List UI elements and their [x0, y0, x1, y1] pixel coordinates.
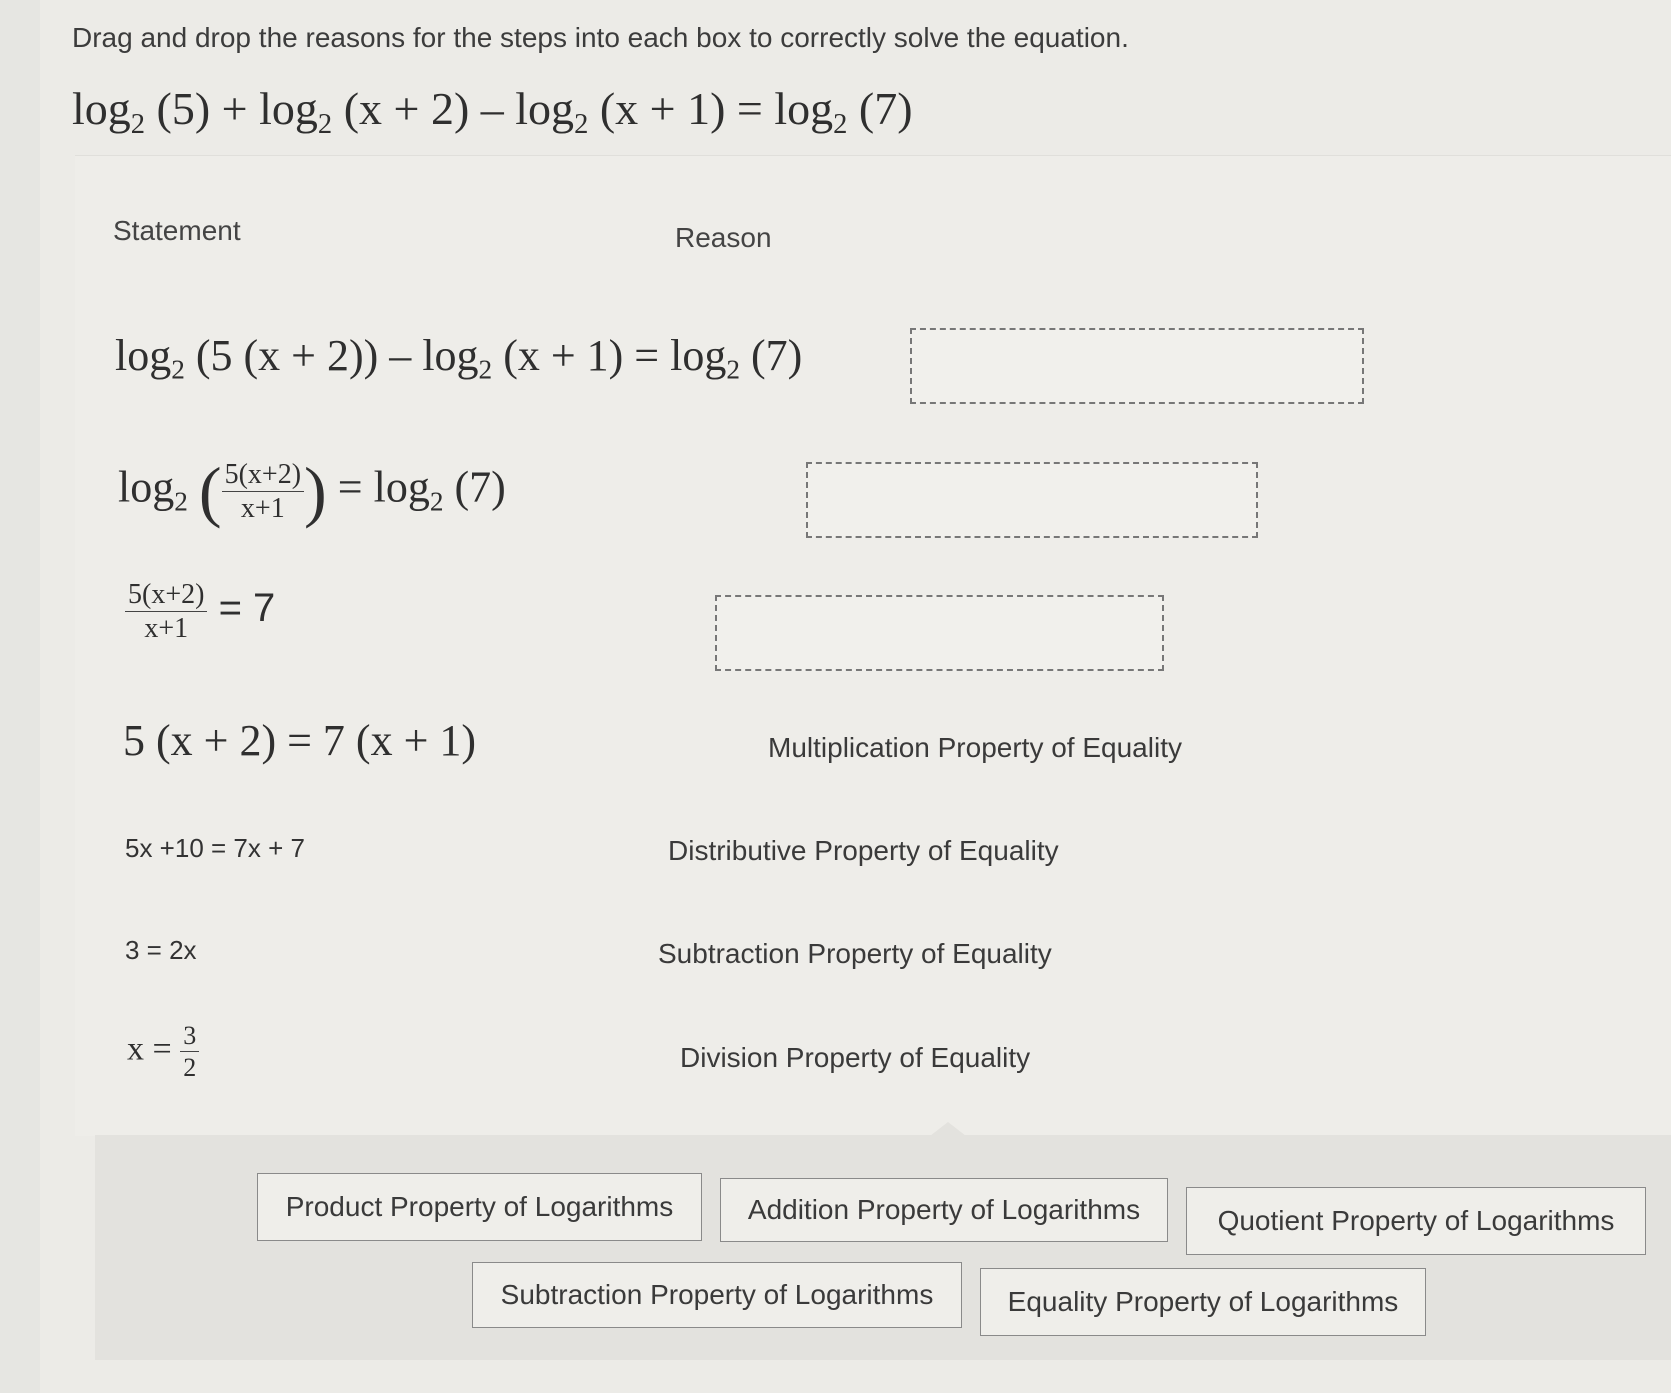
- fraction-denominator: x+1: [144, 613, 189, 645]
- statement-7: [127, 1022, 199, 1082]
- statement-header: Statement: [113, 215, 241, 246]
- choice-equality-property[interactable]: Equality Property of Logarithms: [980, 1268, 1426, 1336]
- log-text: log: [670, 331, 727, 380]
- log-base: 2: [317, 109, 333, 141]
- log-base: 2: [574, 109, 589, 141]
- reason-7: Division Property of Equality: [680, 1042, 1031, 1073]
- instruction-text: Drag and drop the reasons for the steps into each box to correctly solve the equation.: [72, 22, 1129, 53]
- log-text: log: [72, 83, 131, 134]
- statement-3: [125, 580, 275, 644]
- log-base: 2: [429, 486, 444, 517]
- log-base: 2: [130, 109, 146, 141]
- fraction-numerator: 5(x+2): [222, 460, 304, 492]
- choice-product-property[interactable]: Product Property of Logarithms: [257, 1173, 702, 1241]
- statement-2: [118, 452, 506, 531]
- eq-term: (x + 1) =: [492, 331, 671, 380]
- fraction-numerator: 5(x+2): [125, 580, 207, 612]
- eq-term: (7): [740, 331, 803, 380]
- reason-5: Distributive Property of Equality: [668, 835, 1059, 866]
- eq-term: (7): [443, 462, 506, 512]
- reason-6: Subtraction Property of Equality: [658, 938, 1052, 969]
- statement-1: [115, 330, 802, 386]
- log-text: log: [259, 83, 318, 134]
- choice-subtraction-property[interactable]: Subtraction Property of Logarithms: [472, 1262, 962, 1328]
- fraction-numerator: 3: [180, 1022, 199, 1052]
- fraction-denominator: x+1: [240, 493, 285, 524]
- right-paren: ): [304, 453, 327, 529]
- log-text: log: [774, 83, 834, 134]
- fraction: [125, 580, 207, 644]
- eq-term: (7): [847, 83, 913, 134]
- fraction: [180, 1022, 199, 1082]
- eq-term: (5 (x + 2)) –: [184, 331, 423, 380]
- main-equation: [72, 82, 913, 141]
- eq-term: x =: [127, 1030, 181, 1068]
- tray-pointer: [930, 1122, 966, 1136]
- log-base: 2: [726, 354, 740, 385]
- log-base: 2: [174, 486, 188, 517]
- eq-term: (x + 2) –: [332, 83, 516, 134]
- reason-dropbox-3[interactable]: [715, 595, 1164, 671]
- statement-4: 5 (x + 2) = 7 (x + 1): [123, 716, 477, 765]
- reason-header: Reason: [675, 222, 772, 253]
- fraction-denominator: 2: [183, 1053, 197, 1083]
- log-base: 2: [478, 354, 493, 385]
- eq-term: =: [326, 462, 374, 512]
- log-text: log: [115, 331, 172, 380]
- statement-6: 3 = 2x: [125, 935, 197, 965]
- eq-term: = 7: [207, 586, 276, 631]
- statement-5: 5x +10 = 7x + 7: [125, 833, 305, 863]
- log-text: log: [118, 462, 175, 512]
- choice-quotient-property[interactable]: Quotient Property of Logarithms: [1186, 1187, 1646, 1255]
- fraction: [222, 460, 304, 524]
- choice-addition-property[interactable]: Addition Property of Logarithms: [720, 1178, 1168, 1242]
- eq-term: (5) +: [145, 83, 260, 134]
- log-base: 2: [171, 354, 185, 385]
- log-text: log: [422, 331, 479, 380]
- reason-dropbox-1[interactable]: [910, 328, 1364, 404]
- eq-term: (x + 1) =: [588, 83, 775, 134]
- reason-dropbox-2[interactable]: [806, 462, 1258, 538]
- log-text: log: [373, 462, 430, 512]
- left-paren: (: [198, 453, 222, 529]
- log-text: log: [515, 83, 575, 134]
- log-base: 2: [833, 109, 848, 141]
- reason-4: Multiplication Property of Equality: [768, 732, 1182, 763]
